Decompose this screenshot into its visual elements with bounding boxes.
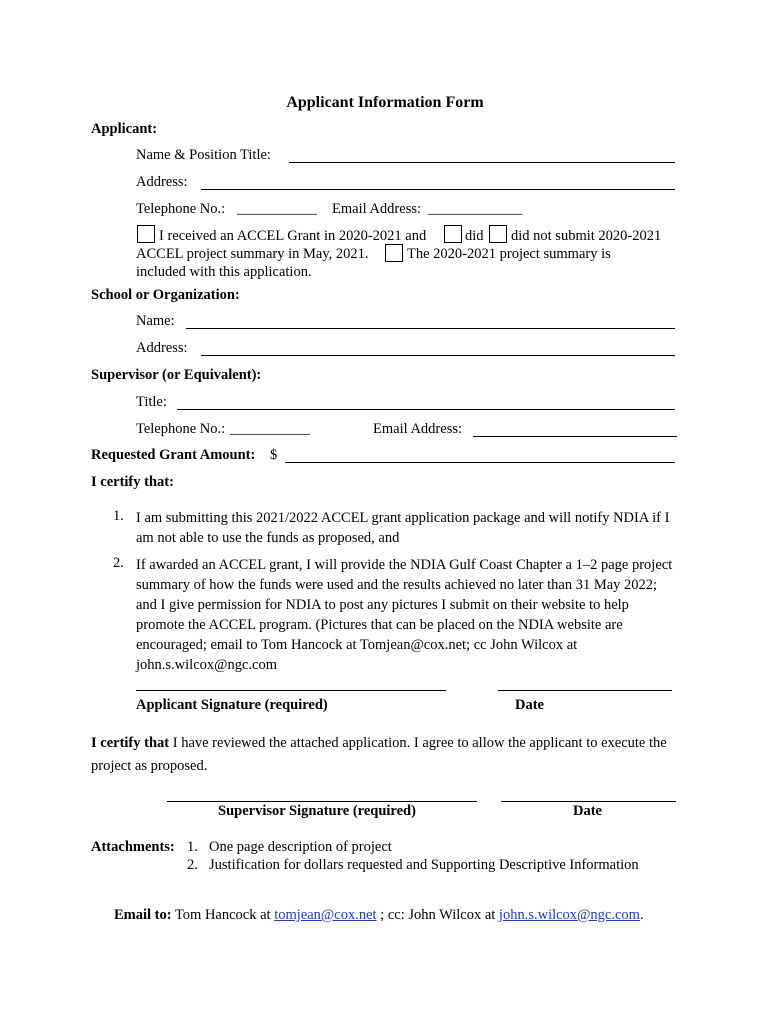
- did-submit-checkbox[interactable]: [444, 225, 462, 243]
- email-to-label: Email to:: [114, 907, 172, 923]
- applicant-date-field[interactable]: [498, 690, 672, 691]
- did-label: did: [465, 228, 484, 244]
- summary-included-label: The 2020-2021 project summary is: [407, 246, 611, 262]
- email-to-line: [114, 907, 644, 924]
- school-address-field[interactable]: [201, 355, 675, 356]
- email-link-wilcox[interactable]: john.s.wilcox@ngc.com: [498, 907, 640, 923]
- certify-item-1-text: I am submitting this 2021/2022 ACCEL grant application package and will notify NDIA if I am not able to use the funds as proposed, and: [136, 510, 670, 546]
- supervisor-signature-field[interactable]: [167, 801, 477, 802]
- grant-statement-line2: ACCEL project summary in May, 2021.: [136, 246, 369, 262]
- grant-statement-line3: included with this application.: [136, 264, 312, 280]
- page-title: Applicant Information Form: [286, 94, 484, 111]
- attachments-label: Attachments:: [91, 839, 175, 855]
- school-heading: School or Organization:: [91, 287, 240, 303]
- applicant-address-label: Address:: [136, 174, 188, 190]
- supervisor-email-label: Email Address:: [373, 421, 463, 437]
- supervisor-email-field[interactable]: [473, 436, 677, 437]
- attachment-1-text: One page description of project: [209, 839, 392, 855]
- applicant-email-label: Email Address:: [332, 201, 422, 217]
- applicant-date-label: Date: [515, 697, 544, 713]
- name-position-field[interactable]: [289, 162, 675, 163]
- applicant-signature-label: Applicant Signature (required): [136, 697, 328, 713]
- supervisor-certify-text: [91, 732, 691, 778]
- school-address-label: Address:: [136, 340, 188, 356]
- did-not-submit-label: did not submit 2020-2021: [511, 228, 662, 244]
- supervisor-date-field[interactable]: [501, 801, 676, 802]
- supervisor-title-label: Title:: [136, 394, 167, 410]
- certify-heading: I certify that:: [91, 474, 174, 490]
- applicant-telephone-field[interactable]: ___________: [237, 201, 317, 217]
- applicant-signature-field[interactable]: [136, 690, 446, 691]
- attachment-1-number: 1.: [187, 839, 198, 855]
- school-name-field[interactable]: [186, 328, 675, 329]
- certify-item-2-number: 2.: [113, 555, 124, 571]
- supervisor-date-label: Date: [573, 803, 602, 819]
- attachment-2-number: 2.: [187, 857, 198, 873]
- name-position-label: Name & Position Title:: [136, 147, 271, 163]
- received-grant-checkbox[interactable]: [137, 225, 155, 243]
- email-to-mid: ; cc: John Wilcox at: [376, 907, 499, 923]
- supervisor-certify-bold: I certify that: [91, 735, 170, 751]
- attachment-2-text: Justification for dollars requested and Supporting Descriptive Information: [209, 857, 639, 873]
- summary-included-checkbox[interactable]: [385, 244, 403, 262]
- grant-amount-field[interactable]: [285, 462, 675, 463]
- supervisor-telephone-field[interactable]: ___________: [230, 421, 310, 437]
- grant-amount-currency: $: [270, 447, 278, 463]
- grant-amount-label: Requested Grant Amount:: [91, 447, 256, 463]
- email-to-end: .: [639, 907, 644, 923]
- certify-item-1-number: 1.: [113, 508, 124, 524]
- email-to-pre: Tom Hancock at: [171, 907, 275, 923]
- applicant-email-field[interactable]: _____________: [428, 201, 523, 217]
- supervisor-signature-label: Supervisor Signature (required): [218, 803, 416, 819]
- applicant-address-field[interactable]: [201, 189, 675, 190]
- did-not-submit-checkbox[interactable]: [489, 225, 507, 243]
- school-name-label: Name:: [136, 313, 175, 329]
- supervisor-telephone-label: Telephone No.:: [136, 421, 226, 437]
- applicant-heading: Applicant:: [91, 121, 158, 137]
- applicant-telephone-label: Telephone No.:: [136, 201, 226, 217]
- email-link-tomjean[interactable]: tomjean@cox.net: [274, 907, 377, 923]
- certify-item-2-text: If awarded an ACCEL grant, I will provide the NDIA Gulf Coast Chapter a 1–2 page project summary of how the funds were used and the results achieved no later than 31 May 2022; and I give permission for NDIA to post any pictures I submit on their website to help promote the ACCEL program. (Pictures that can be placed on the NDIA website are encouraged; email to Tom Hancock at Tomjean@cox.net; cc John Wilcox at john.s.wilcox@ngc.com: [136, 557, 673, 673]
- supervisor-title-field[interactable]: [177, 409, 675, 410]
- grant-statement-line1: I received an ACCEL Grant in 2020-2021 and: [159, 228, 427, 244]
- supervisor-certify-body: I have reviewed the attached application. I agree to allow the applicant to execute the project as proposed.: [91, 735, 667, 774]
- supervisor-heading: Supervisor (or Equivalent):: [91, 367, 262, 383]
